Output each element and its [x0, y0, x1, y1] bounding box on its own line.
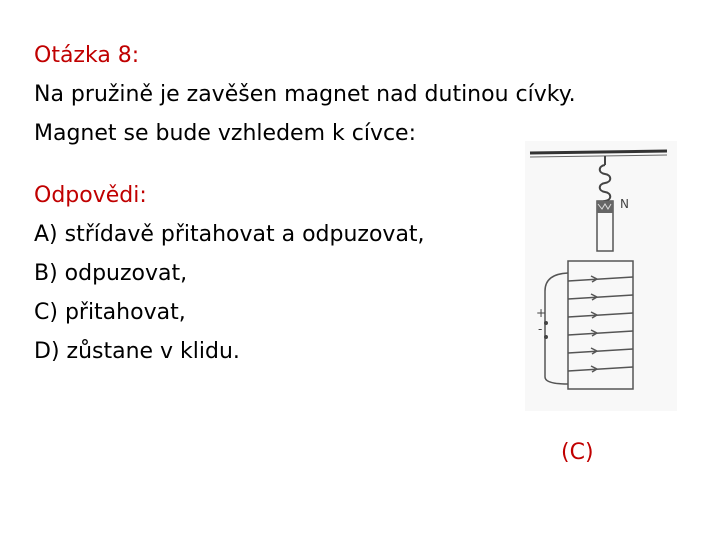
answer-option-d: D) zůstane v klidu. — [34, 339, 240, 364]
answer-option-c: C) přitahovat, — [34, 300, 186, 325]
correct-answer: (C) — [561, 440, 594, 465]
answer-option-a: A) střídavě přitahovat a odpuzovat, — [34, 222, 425, 247]
ceiling-line — [530, 151, 667, 153]
terminal-minus — [544, 335, 548, 339]
question-line-1: Na pružině je zavěšen magnet nad dutinou cívky. — [34, 82, 576, 107]
answers-title: Odpovědi: — [34, 183, 147, 208]
coil-magnet-figure — [525, 141, 677, 411]
plus-label: + — [536, 306, 547, 320]
answers-block — [34, 176, 425, 371]
terminal-plus — [544, 321, 548, 325]
figure-background — [525, 141, 677, 411]
answer-option-b: B) odpuzovat, — [34, 261, 188, 286]
question-block — [34, 36, 576, 153]
north-pole-label: N — [620, 197, 629, 211]
question-title: Otázka 8: — [34, 43, 140, 68]
question-line-2: Magnet se bude vzhledem k cívce: — [34, 121, 417, 146]
minus-label: - — [538, 322, 543, 336]
